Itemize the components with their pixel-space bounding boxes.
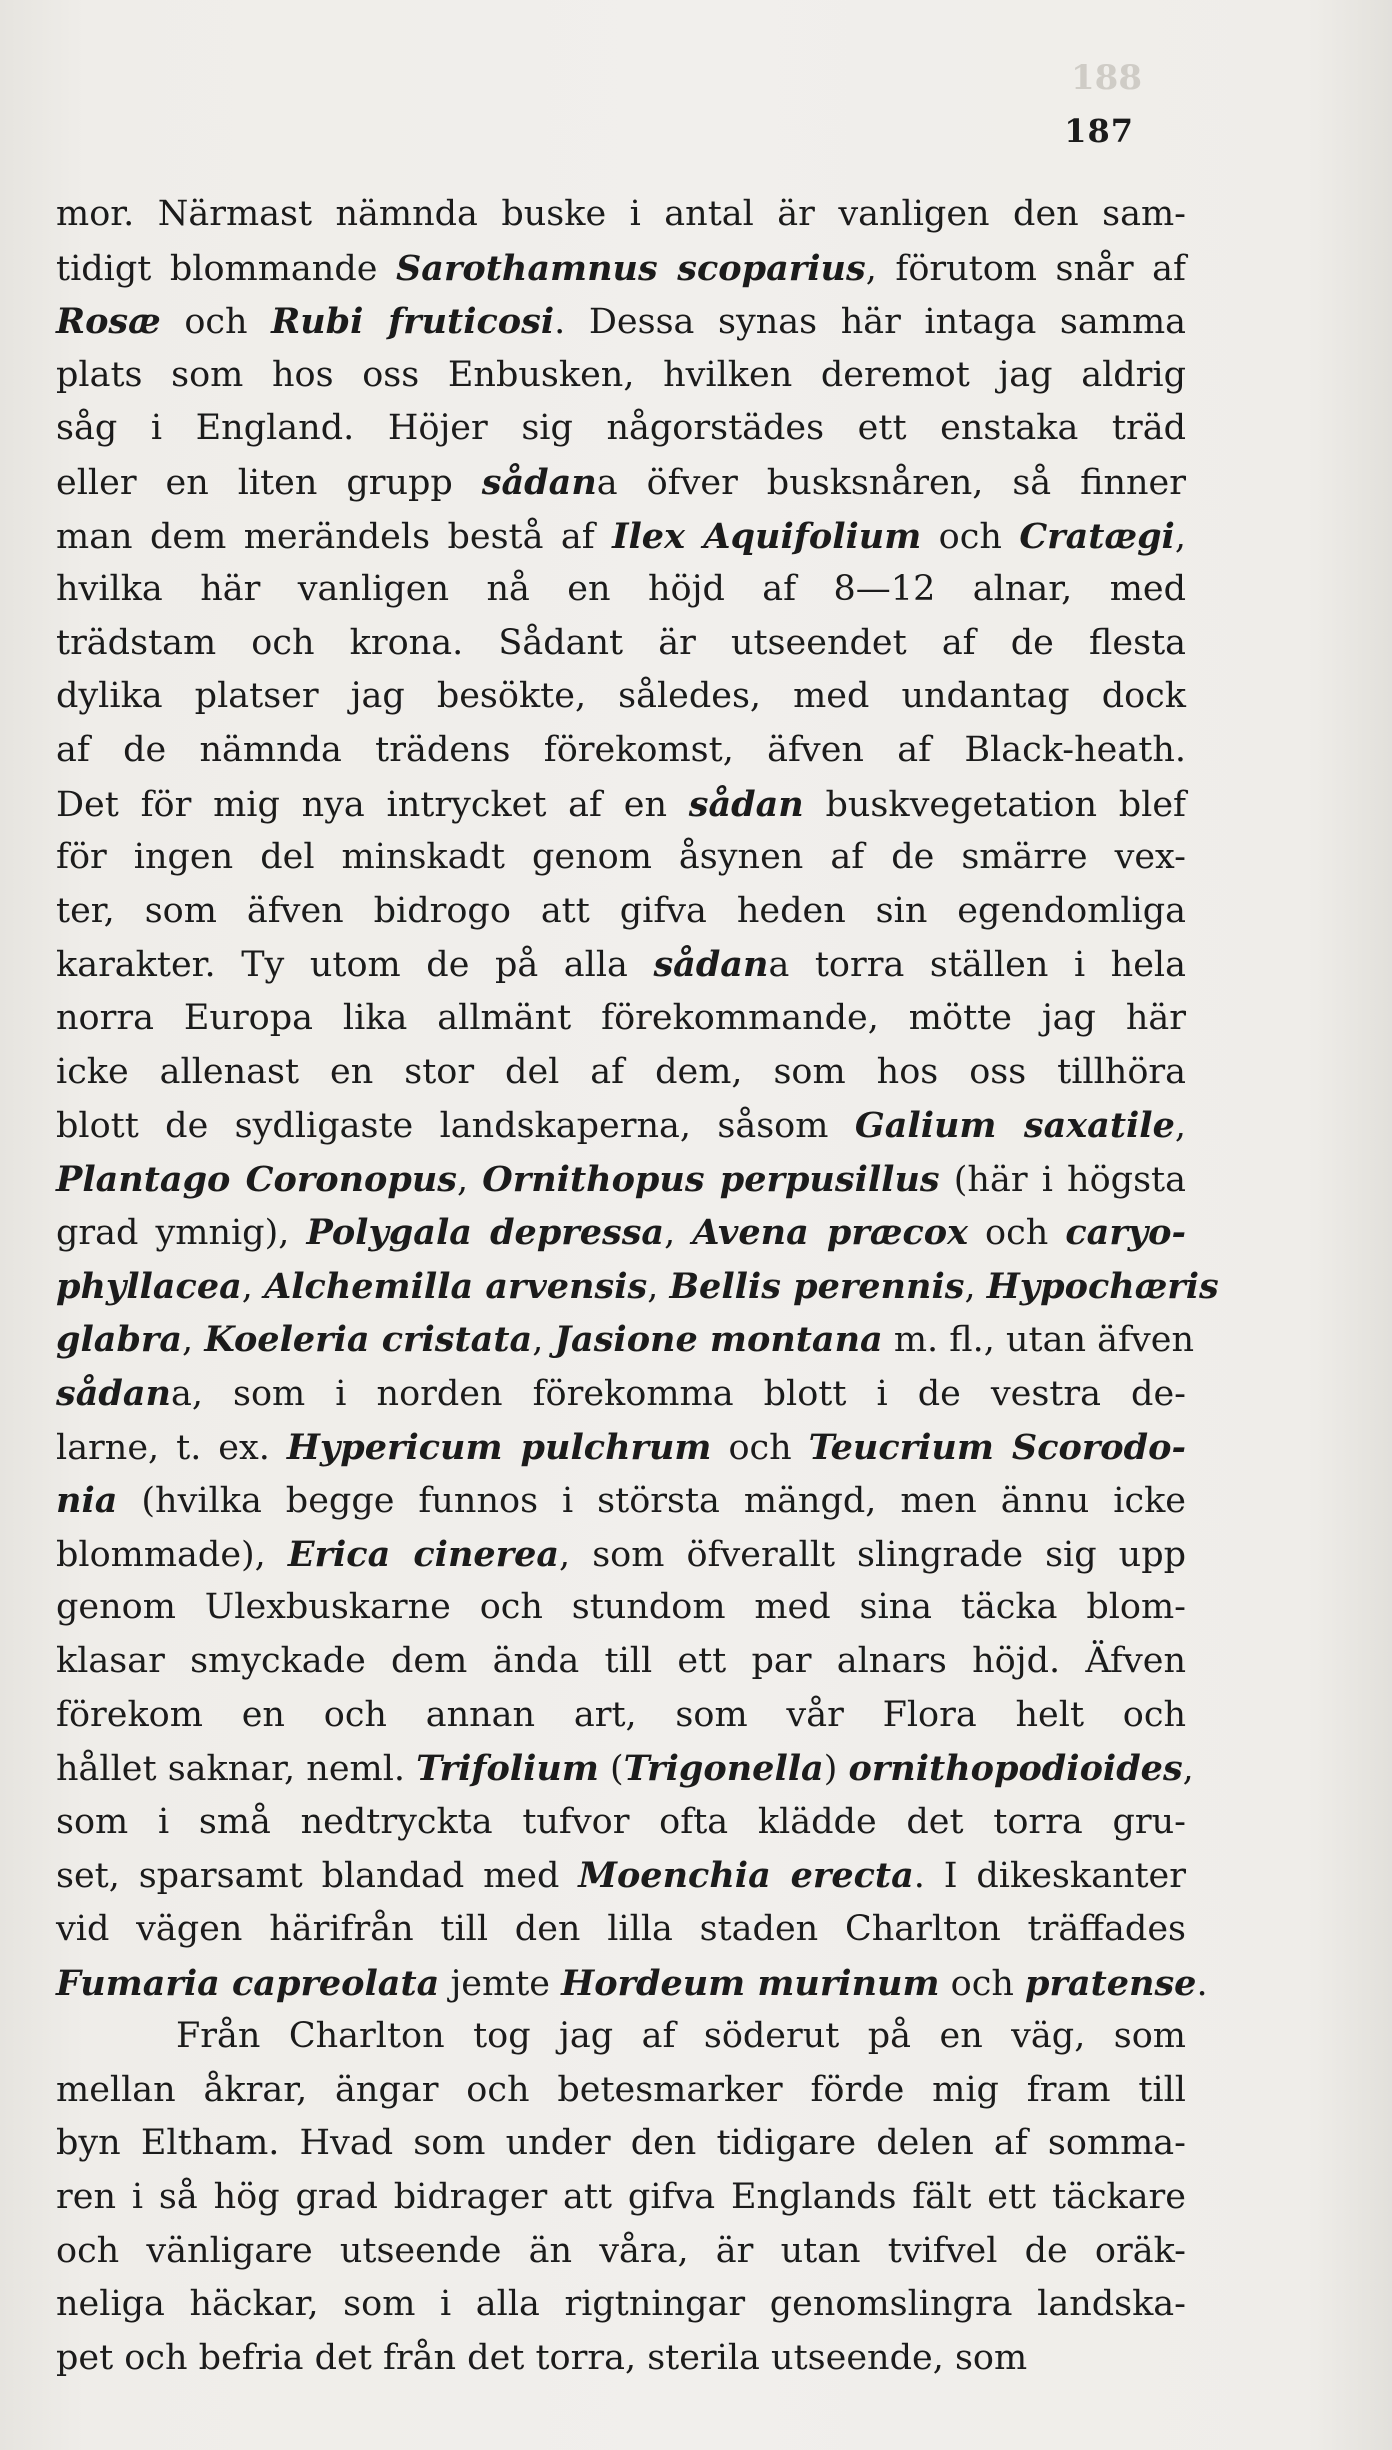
text-line: man dem merändels bestå af Ilex Aquifolium och Cratægi, [56,515,1186,557]
text-line: mor. Närmast nämnda buske i antal är vanligen den sam- [56,194,1186,234]
text-line: vid vägen härifrån till den lilla staden Charlton träffades [56,1909,1186,1949]
text-line: hvilka här vanligen nå en höjd af 8—12 alnar, med [56,569,1186,610]
text-line: af de nämnda trädens förekomst, äfven af Black-heath. [56,729,1186,770]
text-line: norra Europa lika allmänt förekommande, mötte jag här [56,997,1186,1038]
text-line: pet och befria det från det torra, sterila utseende, som [56,2337,1028,2378]
text-line: icke allenast en stor del af dem, som hos oss tillhöra [56,1051,1186,1092]
text-line: Fumaria capreolata jemte Hordeum murinum och pratense. [56,1962,1208,2004]
text-line: nia (hvilka begge funnos i största mängd, men ännu icke [56,1480,1186,1522]
text-line: byn Eltham. Hvad som under den tidigare delen af somma- [56,2123,1186,2164]
text-line: Från Charlton tog jag af söderut på en väg, som [176,2016,1186,2057]
text-line: genom Ulexbuskarne och stundom med sina täcka blom- [56,1587,1186,1628]
text-line: såg i England. Höjer sig någorstädes ett enstaka träd [56,408,1186,449]
text-line: glabra, Koeleria cristata, Jasione montana m. fl., utan äfven [56,1319,1195,1361]
text-line: som i små nedtryckta tufvor ofta klädde det torra gru- [56,1801,1186,1842]
text-line: dylika platser jag besökte, således, med undantag dock [56,676,1186,717]
text-line: Plantago Coronopus, Ornithopus perpusillus (här i högsta [56,1158,1186,1200]
text-line: karakter. Ty utom de på alla sådana torra ställen i hela [56,944,1186,986]
text-line: grad ymnig), Polygala depressa, Avena præcox och caryo- [56,1212,1186,1254]
text-line: och vänligare utseende än våra, är utan tvifvel de oräk- [56,2230,1186,2271]
text-line: trädstam och krona. Sådant är utseendet af de flesta [56,622,1186,663]
text-line: tidigt blommande Sarothamnus scoparius, förutom snår af [56,247,1187,289]
text-line: blommade), Erica cinerea, som öfverallt slingrade sig upp [56,1533,1187,1575]
page-number: 187 [1064,112,1134,150]
text-line: sådana, som i norden förekomma blott i de vestra de- [56,1373,1186,1415]
text-line: blott de sydligaste landskaperna, såsom Galium saxatile, [56,1105,1187,1147]
text-line: eller en liten grupp sådana öfver busksnåren, så finner [56,461,1186,503]
text-line: mellan åkrar, ängar och betesmarker förde mig fram till [56,2069,1186,2110]
text-line: neliga häckar, som i alla rigtningar genomslingra landska- [56,2284,1186,2325]
text-line: larne, t. ex. Hypericum pulchrum och Teucrium Scorodo- [56,1426,1186,1468]
text-line: phyllacea, Alchemilla arvensis, Bellis perennis, Hypochæris [56,1265,1219,1307]
text-line: ter, som äfven bidrogo att gifva heden sin egendomliga [56,890,1186,931]
text-line: ren i så hög grad bidrager att gifva Englands fält ett täckare [56,2176,1186,2217]
body-text [56,188,1219,2385]
text-line: hållet saknar, neml. Trifolium (Trigonella) ornithopodioides, [56,1748,1194,1790]
text-line: förekom en och annan art, som vår Flora helt och [56,1694,1186,1735]
bleed-through-page-number: 188 [1071,58,1142,98]
text-line: plats som hos oss Enbusken, hvilken deremot jag aldrig [56,354,1186,395]
text-line: set, sparsamt blandad med Moenchia erecta. I dikeskanter [56,1855,1186,1897]
text-line: klasar smyckade dem ända till ett par alnars höjd. Äfven [56,1641,1186,1682]
text-line: Rosæ och Rubi fruticosi. Dessa synas här intaga samma [56,301,1187,343]
text-line: Det för mig nya intrycket af en sådan buskvegetation blef [56,783,1186,825]
text-line: för ingen del minskadt genom åsynen af de smärre vex- [56,837,1186,878]
